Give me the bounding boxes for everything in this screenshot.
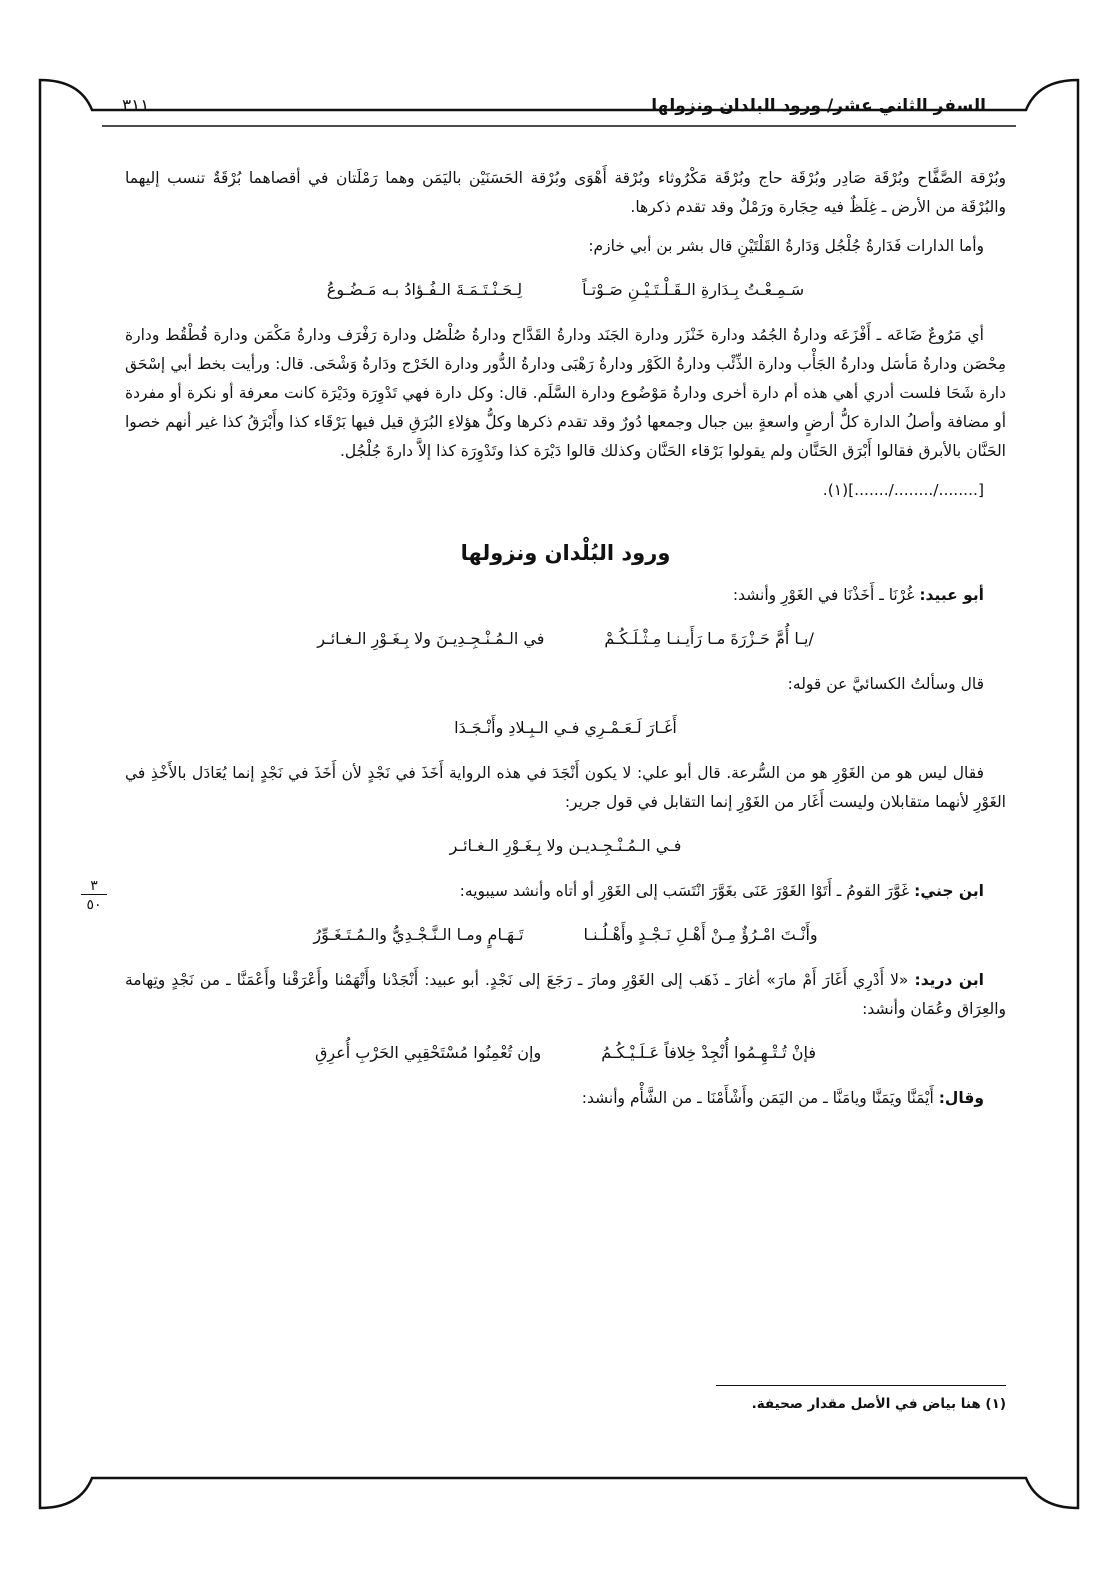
- paragraph-5: قال وسألتُ الكسائيَّ عن قوله:: [787, 675, 984, 693]
- speaker-label: أبو عبيد:: [919, 586, 984, 604]
- header-title: السفر الثاني عشر/ ورود البلدان ونزولها: [651, 96, 986, 116]
- paragraph-2: وأما الدارات فَدَارةُ جُلْجُل وَدَارةُ القَلْتَيْنِ قال بشر بن أبي خازم:: [588, 237, 984, 255]
- paragraph-4-text: غُرْنَا ـ أَخَذْنَا في الغَوْرِ وأنشد:: [732, 586, 915, 604]
- running-head: [112, 96, 1006, 122]
- verse-6-first-hemistich: فإنْ تُـتْـهِـمُوا أُنْجِدْ خِلافاً عَـلَـيْـكُـمُ: [601, 1043, 817, 1062]
- verse-2-second-hemistich: في الـمُـنْـجِـدِيـنَ ولا بِـغَـوْرِ الـغـائـر: [317, 629, 545, 648]
- paragraph-8-text: «لا أَدْرِي أَغَارَ أَمْ مارَ» أغارَ ـ ذَهَب إلى الغَوْرِ ومارَ ـ رَجَعَ إلى نَجْدٍ. أبو عبيد: أَنْجَدْنا وأَتْهَمْنا وأَعْرَقْنا وأَعْمَنَّا ـ من نَجْدٍ وتِهامة والعِرَاق وعُمَان وأنشد:: [125, 971, 1006, 1018]
- paragraph-1: وبُرْقة الصَّفَّاح وبُرْقَة صَادِر وبُرْقَة حاج وبُرْقَة مَكْرُوثاء وبُرْقة أَهْوَى وبُرْقة الحَسَنَيْن باليَمَن وهما رَمْلَتان في أقصاهما بُرْقَةٌ تنسب إليهما والبُرْقَة من الأرض ـ غِلَظٌ فيه حِجَارة ورَمْلٌ وقد تقدم ذكرها.: [125, 169, 1006, 216]
- paragraph-7-text: غَوَّرَ القومُ ـ أَتَوْا الغَوْرَ عَنَى بغَوَّرَ انْتَسَب إلى الغَوْرِ أو أتاه وأنشد سيبويه:: [459, 882, 910, 900]
- paragraph-9-text: أَيْمَنَّا ويَمَنَّا ويامَنَّا ـ من اليَمَن وأَشْأَمْنَا ـ من الشَّأْم وأنشد:: [581, 1089, 934, 1107]
- footnote-rule: [716, 1385, 1006, 1386]
- speaker-label: ابن دريد:: [914, 971, 984, 989]
- verse-4: [125, 831, 1006, 861]
- speaker-label: وقال:: [938, 1089, 984, 1107]
- footnote: (١) هنا بياض في الأصل مقدار صحيفة.: [751, 1396, 1006, 1412]
- section-title: ورود البُلْدان ونزولها: [460, 541, 671, 565]
- margin-reference: [70, 878, 118, 913]
- main-text: [125, 164, 1006, 1123]
- verse-2: [125, 624, 1006, 654]
- paragraph-7: [125, 877, 1006, 906]
- lacuna-line: [......../......../.......](١).: [822, 481, 984, 499]
- speaker-label: ابن جني:: [914, 882, 984, 900]
- verse-3: [125, 713, 1006, 743]
- paragraph-4: [125, 581, 1006, 610]
- verse-1: [125, 275, 1006, 305]
- paragraph-6: فقال ليس هو من الغَوْرِ هو من السُّرعة. قال أبو علي: لا يكون أَنْجَدَ في هذه الرواية أَخَذَ في نَجْدٍ لأن أَخَذَ في نَجْدٍ إنما يُعَادَل بالأَخْذِ في الغَوْرِ لأنهما متقابلان وليست أَغَار من الغَوْرِ إنما التقابل في قول جرير:: [125, 764, 1006, 811]
- verse-5: [125, 920, 1006, 950]
- verse-6: [125, 1038, 1006, 1068]
- verse-1-second-hemistich: لِـحَـنْـتَـمَـةَ الـفُـؤادُ بـه مَـضُـوعُ: [326, 280, 523, 299]
- verse-1-first-hemistich: سَـمِـعْـتُ بِـدَارةِ الـقَـلْـتَـيْـنِ صَـوْتـاً: [582, 280, 805, 299]
- verse-3-line: أَغَـارَ لَـعَـمْـرِي فـي الـبِـلادِ وأَنْـجَـدَا: [454, 718, 677, 737]
- verse-5-second-hemistich: تَـهَـامٍ ومـا الـنَّـجْـدِيُّ والـمُـتَـغَـوِّرُ: [313, 925, 524, 944]
- paragraph-3: أي مَرُوعٌ ضَاعَه ـ أَفْزَعَه ودارةُ الجُمُد ودارة خَنْزَر ودارة الجَنَد ودارةُ القَدَّاح ودارةُ صُلْصُل ودارة رَفْرَف ودارةُ مَكْمَن ودارة قُطْقُط ودارة مِحْصَن ودارةُ مَأسَل ودارةُ الجَأْب ودارة الذِّئْب ودارةُ الكَوْر ودارةُ رَهْبَى ودارةُ الدُّور ودارة الخَرْج ودَارةُ وَشْحَى. قال: ورأيت بخط أبي إسْحَق دارة شَحَا فلست أدري أهي هذه أم دارة أخرى ودارةُ مَوْضُوع ودارة السَّلَم. قال: وكل دارة فهي تَدْوِرَة ودَيْرَة كانت معرفة أو نكرة أو مفردة أو مضافة وأصلُ الدارة كلُّ أرضٍ واسعةٍ بين جبال وجمعها دُورٌ وقد تقدم ذكرها وكلُّ هؤلاءِ البُرَقِ قيل فيها بَرْقَاء كذا وأَبْرَقُ كذا غير أنهم خصوا الحَنَّان بالأبرق فقالوا أَبْرَق الحَنَّان ولم يقولوا بَرْقاء الحَنَّان وكذلك قالوا دَيْرَة كذا وتَدْوِرَة كذا إلاَّ دارةَ جُلْجُل.: [125, 326, 1006, 460]
- margin-reference-denominator: ٥٠: [86, 897, 102, 913]
- verse-4-line: فـي الـمُـنْـجِـديـن ولا بِـغَـوْرِ الـغـائـر: [449, 836, 682, 855]
- verse-2-first-hemistich: /يـا أُمَّ حَـزْرَةَ مـا رَأَيـنـا مِـثْـلَـكُـمْ: [604, 629, 814, 648]
- paragraph-8: [125, 966, 1006, 1024]
- margin-reference-numerator: ٣: [81, 878, 107, 895]
- paragraph-9: [125, 1084, 1006, 1113]
- verse-5-first-hemistich: وأَنْـتَ امْـرُؤٌ مِـنْ أَهْـلِ نَـجْـدٍ وأَهْـلُـنـا: [583, 925, 818, 944]
- verse-6-second-hemistich: وإن تُعْمِنُوا مُسْتَحْقِبِي الحَرْبِ أُعرِقِ: [314, 1043, 542, 1062]
- page-number: ٣١١: [122, 96, 150, 116]
